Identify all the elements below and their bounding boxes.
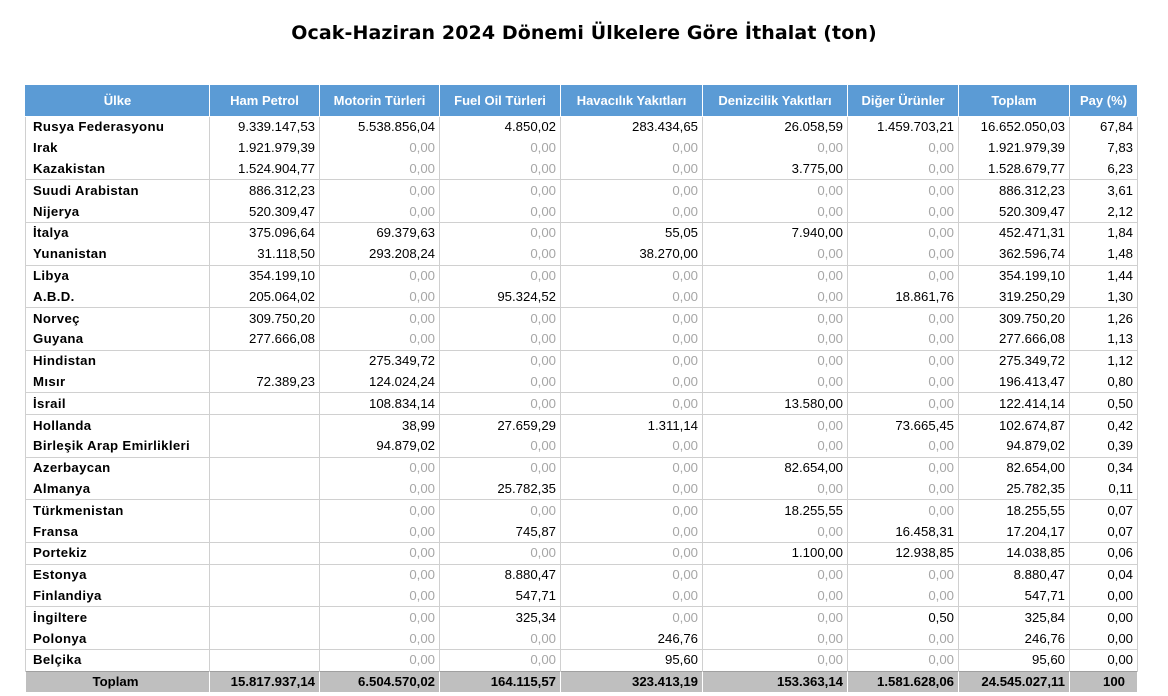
share-cell: 1,26 <box>1070 308 1138 329</box>
crude-oil-cell <box>210 393 320 415</box>
row-total-cell: 95,60 <box>959 649 1070 671</box>
aviation-fuel-cell: 283.434,65 <box>561 117 703 138</box>
fuel-oil-cell: 0,00 <box>440 159 561 180</box>
other-products-cell: 0,00 <box>848 222 959 243</box>
crude-oil-cell: 31.118,50 <box>210 244 320 265</box>
crude-oil-cell <box>210 607 320 628</box>
share-cell: 0,07 <box>1070 500 1138 521</box>
other-products-cell: 0,00 <box>848 500 959 521</box>
other-products-cell: 16.458,31 <box>848 521 959 542</box>
diesel-cell: 0,00 <box>320 457 440 478</box>
share-cell: 0,42 <box>1070 415 1138 436</box>
diesel-cell: 0,00 <box>320 521 440 542</box>
marine-fuel-cell: 3.775,00 <box>703 159 848 180</box>
table-row <box>26 117 1138 138</box>
import-table <box>25 84 1138 693</box>
share-cell: 0,07 <box>1070 521 1138 542</box>
row-total-cell: 520.309,47 <box>959 201 1070 222</box>
diesel-cell: 0,00 <box>320 308 440 329</box>
crude-oil-cell <box>210 436 320 457</box>
marine-fuel-cell: 0,00 <box>703 564 848 585</box>
other-products-cell: 0,50 <box>848 607 959 628</box>
marine-fuel-cell: 0,00 <box>703 628 848 649</box>
aviation-fuel-cell: 0,00 <box>561 457 703 478</box>
fuel-oil-cell: 0,00 <box>440 542 561 564</box>
total-cell: 1.581.628,06 <box>848 671 959 692</box>
marine-fuel-cell: 7.940,00 <box>703 222 848 243</box>
crude-oil-cell: 9.339.147,53 <box>210 117 320 138</box>
column-header-country[interactable]: Ülke <box>26 85 210 117</box>
diesel-cell: 94.879,02 <box>320 436 440 457</box>
share-cell: 7,83 <box>1070 138 1138 159</box>
row-total-cell: 17.204,17 <box>959 521 1070 542</box>
column-header-total[interactable]: Toplam <box>959 85 1070 117</box>
fuel-oil-cell: 0,00 <box>440 500 561 521</box>
row-total-cell: 82.654,00 <box>959 457 1070 478</box>
crude-oil-cell <box>210 542 320 564</box>
country-name: A.B.D. <box>26 286 210 307</box>
other-products-cell: 0,00 <box>848 201 959 222</box>
aviation-fuel-cell: 0,00 <box>561 265 703 286</box>
row-total-cell: 1.528.679,77 <box>959 159 1070 180</box>
fuel-oil-cell: 547,71 <box>440 586 561 607</box>
crude-oil-cell: 520.309,47 <box>210 201 320 222</box>
other-products-cell: 1.459.703,21 <box>848 117 959 138</box>
marine-fuel-cell: 0,00 <box>703 180 848 201</box>
row-total-cell: 122.414,14 <box>959 393 1070 415</box>
share-cell: 1,44 <box>1070 265 1138 286</box>
row-total-cell: 325,84 <box>959 607 1070 628</box>
aviation-fuel-cell: 0,00 <box>561 521 703 542</box>
country-name: Hindistan <box>26 350 210 371</box>
crude-oil-cell: 72.389,23 <box>210 372 320 393</box>
marine-fuel-cell: 0,00 <box>703 436 848 457</box>
country-name: Rusya Federasyonu <box>26 117 210 138</box>
table-row <box>26 138 1138 159</box>
fuel-oil-cell: 8.880,47 <box>440 564 561 585</box>
country-name: İtalya <box>26 222 210 243</box>
other-products-cell: 0,00 <box>848 308 959 329</box>
aviation-fuel-cell: 0,00 <box>561 350 703 371</box>
aviation-fuel-cell: 0,00 <box>561 500 703 521</box>
column-header-marine-fuel[interactable]: Denizcilik Yakıtları <box>703 85 848 117</box>
total-cell: 164.115,57 <box>440 671 561 692</box>
share-cell: 1,84 <box>1070 222 1138 243</box>
column-header-fuel-oil[interactable]: Fuel Oil Türleri <box>440 85 561 117</box>
other-products-cell: 0,00 <box>848 265 959 286</box>
table-row <box>26 286 1138 307</box>
fuel-oil-cell: 0,00 <box>440 201 561 222</box>
fuel-oil-cell: 0,00 <box>440 265 561 286</box>
diesel-cell: 0,00 <box>320 649 440 671</box>
fuel-oil-cell: 27.659,29 <box>440 415 561 436</box>
marine-fuel-cell: 0,00 <box>703 138 848 159</box>
aviation-fuel-cell: 0,00 <box>561 564 703 585</box>
share-cell: 0,34 <box>1070 457 1138 478</box>
table-row <box>26 479 1138 500</box>
marine-fuel-cell: 0,00 <box>703 286 848 307</box>
other-products-cell: 12.938,85 <box>848 542 959 564</box>
aviation-fuel-cell: 0,00 <box>561 201 703 222</box>
other-products-cell: 0,00 <box>848 436 959 457</box>
table-row <box>26 308 1138 329</box>
aviation-fuel-cell: 0,00 <box>561 542 703 564</box>
crude-oil-cell: 1.921.979,39 <box>210 138 320 159</box>
crude-oil-cell <box>210 628 320 649</box>
other-products-cell: 18.861,76 <box>848 286 959 307</box>
share-cell: 6,23 <box>1070 159 1138 180</box>
diesel-cell: 0,00 <box>320 628 440 649</box>
column-header-share[interactable]: Pay (%) <box>1070 85 1138 117</box>
share-cell: 1,12 <box>1070 350 1138 371</box>
crude-oil-cell: 277.666,08 <box>210 329 320 350</box>
crude-oil-cell: 1.524.904,77 <box>210 159 320 180</box>
share-cell: 3,61 <box>1070 180 1138 201</box>
country-name: Mısır <box>26 372 210 393</box>
other-products-cell: 0,00 <box>848 586 959 607</box>
total-cell: 6.504.570,02 <box>320 671 440 692</box>
table-row <box>26 500 1138 521</box>
marine-fuel-cell: 0,00 <box>703 329 848 350</box>
row-total-cell: 102.674,87 <box>959 415 1070 436</box>
table-row <box>26 201 1138 222</box>
other-products-cell: 0,00 <box>848 479 959 500</box>
marine-fuel-cell: 0,00 <box>703 244 848 265</box>
aviation-fuel-cell: 246,76 <box>561 628 703 649</box>
fuel-oil-cell: 0,00 <box>440 180 561 201</box>
share-cell: 0,00 <box>1070 628 1138 649</box>
aviation-fuel-cell: 0,00 <box>561 607 703 628</box>
row-total-cell: 362.596,74 <box>959 244 1070 265</box>
column-header-diesel[interactable]: Motorin Türleri <box>320 85 440 117</box>
country-name: Estonya <box>26 564 210 585</box>
share-cell: 0,39 <box>1070 436 1138 457</box>
crude-oil-cell <box>210 586 320 607</box>
fuel-oil-cell: 325,34 <box>440 607 561 628</box>
other-products-cell: 0,00 <box>848 564 959 585</box>
row-total-cell: 547,71 <box>959 586 1070 607</box>
crude-oil-cell <box>210 457 320 478</box>
total-cell: 323.413,19 <box>561 671 703 692</box>
row-total-cell: 25.782,35 <box>959 479 1070 500</box>
diesel-cell: 0,00 <box>320 180 440 201</box>
aviation-fuel-cell: 0,00 <box>561 308 703 329</box>
country-name: Guyana <box>26 329 210 350</box>
diesel-cell: 0,00 <box>320 607 440 628</box>
country-name: Azerbaycan <box>26 457 210 478</box>
diesel-cell: 0,00 <box>320 159 440 180</box>
aviation-fuel-cell: 0,00 <box>561 180 703 201</box>
country-name: Norveç <box>26 308 210 329</box>
table-row <box>26 457 1138 478</box>
total-label: Toplam <box>26 671 210 692</box>
country-name: Nijerya <box>26 201 210 222</box>
row-total-cell: 18.255,55 <box>959 500 1070 521</box>
fuel-oil-cell: 0,00 <box>440 138 561 159</box>
column-header-crude-oil[interactable]: Ham Petrol <box>210 85 320 117</box>
other-products-cell: 73.665,45 <box>848 415 959 436</box>
marine-fuel-cell: 0,00 <box>703 350 848 371</box>
table-row <box>26 649 1138 671</box>
diesel-cell: 0,00 <box>320 201 440 222</box>
share-cell: 0,00 <box>1070 607 1138 628</box>
crude-oil-cell <box>210 479 320 500</box>
marine-fuel-cell: 0,00 <box>703 479 848 500</box>
marine-fuel-cell: 0,00 <box>703 521 848 542</box>
table-row <box>26 521 1138 542</box>
marine-fuel-cell: 82.654,00 <box>703 457 848 478</box>
row-total-cell: 1.921.979,39 <box>959 138 1070 159</box>
total-cell: 153.363,14 <box>703 671 848 692</box>
row-total-cell: 354.199,10 <box>959 265 1070 286</box>
marine-fuel-cell: 0,00 <box>703 265 848 286</box>
diesel-cell: 38,99 <box>320 415 440 436</box>
other-products-cell: 0,00 <box>848 138 959 159</box>
crude-oil-cell: 375.096,64 <box>210 222 320 243</box>
share-cell: 0,00 <box>1070 649 1138 671</box>
country-name: Kazakistan <box>26 159 210 180</box>
crude-oil-cell <box>210 415 320 436</box>
total-row <box>26 671 1138 692</box>
other-products-cell: 0,00 <box>848 244 959 265</box>
other-products-cell: 0,00 <box>848 372 959 393</box>
table-row <box>26 586 1138 607</box>
country-name: Irak <box>26 138 210 159</box>
fuel-oil-cell: 0,00 <box>440 308 561 329</box>
aviation-fuel-cell: 0,00 <box>561 159 703 180</box>
column-header-other-products[interactable]: Diğer Ürünler <box>848 85 959 117</box>
fuel-oil-cell: 4.850,02 <box>440 117 561 138</box>
country-name: Fransa <box>26 521 210 542</box>
diesel-cell: 275.349,72 <box>320 350 440 371</box>
share-cell: 1,48 <box>1070 244 1138 265</box>
table-row <box>26 372 1138 393</box>
fuel-oil-cell: 0,00 <box>440 393 561 415</box>
row-total-cell: 196.413,47 <box>959 372 1070 393</box>
aviation-fuel-cell: 1.311,14 <box>561 415 703 436</box>
table-row <box>26 436 1138 457</box>
aviation-fuel-cell: 95,60 <box>561 649 703 671</box>
marine-fuel-cell: 13.580,00 <box>703 393 848 415</box>
share-cell: 0,04 <box>1070 564 1138 585</box>
row-total-cell: 452.471,31 <box>959 222 1070 243</box>
country-name: Libya <box>26 265 210 286</box>
table-row <box>26 607 1138 628</box>
diesel-cell: 5.538.856,04 <box>320 117 440 138</box>
row-total-cell: 16.652.050,03 <box>959 117 1070 138</box>
marine-fuel-cell: 0,00 <box>703 308 848 329</box>
diesel-cell: 69.379,63 <box>320 222 440 243</box>
share-cell: 67,84 <box>1070 117 1138 138</box>
country-name: İngiltere <box>26 607 210 628</box>
crude-oil-cell <box>210 350 320 371</box>
aviation-fuel-cell: 0,00 <box>561 586 703 607</box>
crude-oil-cell <box>210 649 320 671</box>
marine-fuel-cell: 1.100,00 <box>703 542 848 564</box>
crude-oil-cell: 354.199,10 <box>210 265 320 286</box>
fuel-oil-cell: 0,00 <box>440 372 561 393</box>
diesel-cell: 0,00 <box>320 564 440 585</box>
row-total-cell: 14.038,85 <box>959 542 1070 564</box>
share-cell: 0,06 <box>1070 542 1138 564</box>
crude-oil-cell: 886.312,23 <box>210 180 320 201</box>
fuel-oil-cell: 0,00 <box>440 436 561 457</box>
fuel-oil-cell: 0,00 <box>440 457 561 478</box>
aviation-fuel-cell: 0,00 <box>561 286 703 307</box>
diesel-cell: 0,00 <box>320 138 440 159</box>
share-cell: 0,50 <box>1070 393 1138 415</box>
country-name: Birleşik Arap Emirlikleri <box>26 436 210 457</box>
country-name: Türkmenistan <box>26 500 210 521</box>
share-cell: 1,13 <box>1070 329 1138 350</box>
fuel-oil-cell: 95.324,52 <box>440 286 561 307</box>
other-products-cell: 0,00 <box>848 350 959 371</box>
share-cell: 1,30 <box>1070 286 1138 307</box>
table-row <box>26 244 1138 265</box>
share-cell: 0,11 <box>1070 479 1138 500</box>
table-row <box>26 329 1138 350</box>
table-row <box>26 180 1138 201</box>
fuel-oil-cell: 0,00 <box>440 628 561 649</box>
fuel-oil-cell: 0,00 <box>440 244 561 265</box>
crude-oil-cell <box>210 521 320 542</box>
other-products-cell: 0,00 <box>848 649 959 671</box>
share-cell: 2,12 <box>1070 201 1138 222</box>
other-products-cell: 0,00 <box>848 628 959 649</box>
crude-oil-cell <box>210 500 320 521</box>
other-products-cell: 0,00 <box>848 329 959 350</box>
other-products-cell: 0,00 <box>848 159 959 180</box>
fuel-oil-cell: 0,00 <box>440 222 561 243</box>
country-name: Almanya <box>26 479 210 500</box>
table-row <box>26 564 1138 585</box>
diesel-cell: 0,00 <box>320 586 440 607</box>
aviation-fuel-cell: 55,05 <box>561 222 703 243</box>
aviation-fuel-cell: 0,00 <box>561 479 703 500</box>
other-products-cell: 0,00 <box>848 393 959 415</box>
table-row <box>26 159 1138 180</box>
diesel-cell: 108.834,14 <box>320 393 440 415</box>
table-row <box>26 222 1138 243</box>
country-name: Belçika <box>26 649 210 671</box>
country-name: İsrail <box>26 393 210 415</box>
marine-fuel-cell: 0,00 <box>703 607 848 628</box>
aviation-fuel-cell: 0,00 <box>561 393 703 415</box>
marine-fuel-cell: 0,00 <box>703 372 848 393</box>
marine-fuel-cell: 0,00 <box>703 649 848 671</box>
total-cell: 15.817.937,14 <box>210 671 320 692</box>
row-total-cell: 94.879,02 <box>959 436 1070 457</box>
fuel-oil-cell: 25.782,35 <box>440 479 561 500</box>
aviation-fuel-cell: 0,00 <box>561 329 703 350</box>
table-row <box>26 542 1138 564</box>
crude-oil-cell <box>210 564 320 585</box>
country-name: Suudi Arabistan <box>26 180 210 201</box>
table-row <box>26 415 1138 436</box>
country-name: Polonya <box>26 628 210 649</box>
row-total-cell: 277.666,08 <box>959 329 1070 350</box>
fuel-oil-cell: 0,00 <box>440 649 561 671</box>
country-name: Yunanistan <box>26 244 210 265</box>
fuel-oil-cell: 0,00 <box>440 350 561 371</box>
row-total-cell: 886.312,23 <box>959 180 1070 201</box>
marine-fuel-cell: 0,00 <box>703 586 848 607</box>
header-row <box>26 85 1138 117</box>
row-total-cell: 246,76 <box>959 628 1070 649</box>
marine-fuel-cell: 0,00 <box>703 415 848 436</box>
diesel-cell: 0,00 <box>320 500 440 521</box>
diesel-cell: 0,00 <box>320 265 440 286</box>
diesel-cell: 0,00 <box>320 329 440 350</box>
marine-fuel-cell: 18.255,55 <box>703 500 848 521</box>
marine-fuel-cell: 0,00 <box>703 201 848 222</box>
diesel-cell: 0,00 <box>320 479 440 500</box>
page-title: Ocak-Haziran 2024 Dönemi Ülkelere Göre İthalat (ton) <box>291 22 877 44</box>
aviation-fuel-cell: 38.270,00 <box>561 244 703 265</box>
total-cell: 24.545.027,11 <box>959 671 1070 692</box>
other-products-cell: 0,00 <box>848 457 959 478</box>
row-total-cell: 275.349,72 <box>959 350 1070 371</box>
table-row <box>26 393 1138 415</box>
crude-oil-cell: 309.750,20 <box>210 308 320 329</box>
share-cell: 0,00 <box>1070 586 1138 607</box>
share-cell: 0,80 <box>1070 372 1138 393</box>
diesel-cell: 124.024,24 <box>320 372 440 393</box>
row-total-cell: 8.880,47 <box>959 564 1070 585</box>
row-total-cell: 319.250,29 <box>959 286 1070 307</box>
aviation-fuel-cell: 0,00 <box>561 138 703 159</box>
country-name: Hollanda <box>26 415 210 436</box>
total-share-cell: 100 <box>1070 671 1138 692</box>
table-row <box>26 628 1138 649</box>
country-name: Portekiz <box>26 542 210 564</box>
marine-fuel-cell: 26.058,59 <box>703 117 848 138</box>
diesel-cell: 293.208,24 <box>320 244 440 265</box>
column-header-aviation-fuel[interactable]: Havacılık Yakıtları <box>561 85 703 117</box>
aviation-fuel-cell: 0,00 <box>561 372 703 393</box>
other-products-cell: 0,00 <box>848 180 959 201</box>
aviation-fuel-cell: 0,00 <box>561 436 703 457</box>
row-total-cell: 309.750,20 <box>959 308 1070 329</box>
table-row <box>26 350 1138 371</box>
country-name: Finlandiya <box>26 586 210 607</box>
table-row <box>26 265 1138 286</box>
diesel-cell: 0,00 <box>320 286 440 307</box>
crude-oil-cell: 205.064,02 <box>210 286 320 307</box>
fuel-oil-cell: 745,87 <box>440 521 561 542</box>
fuel-oil-cell: 0,00 <box>440 329 561 350</box>
diesel-cell: 0,00 <box>320 542 440 564</box>
